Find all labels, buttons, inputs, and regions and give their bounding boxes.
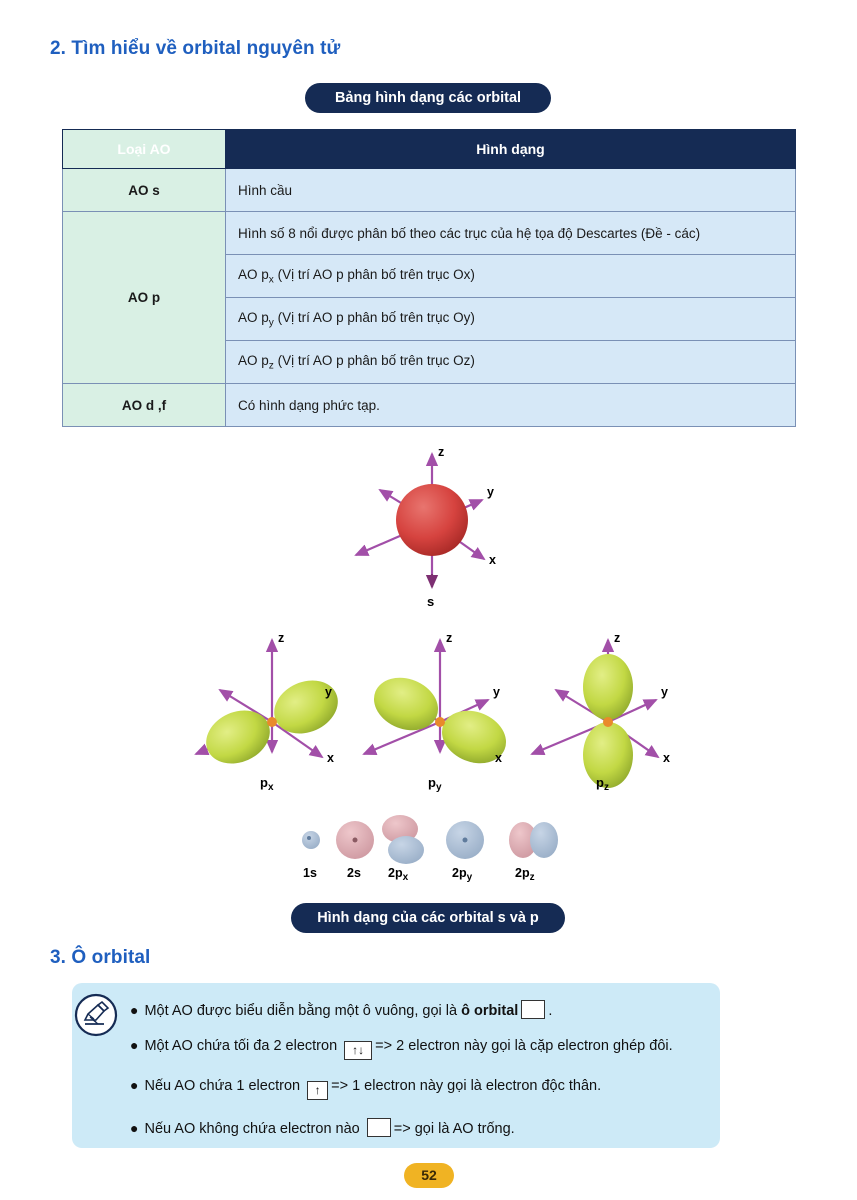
- orbital-box-single-electron: ↑: [307, 1081, 328, 1100]
- table-cell-type-ao-s: AO s: [63, 169, 226, 212]
- s-orbital-label: s: [427, 594, 435, 609]
- px-axis-label-y: y: [325, 685, 332, 699]
- note-line-3: [130, 1077, 601, 1100]
- figure-caption: Hình dạng của các orbital s và p: [291, 903, 565, 933]
- note-line-1: [130, 1000, 552, 1019]
- bullet-icon: ●: [130, 1077, 139, 1093]
- bullet-icon: ●: [130, 1037, 139, 1053]
- pz-orbital-diagram: [532, 631, 670, 793]
- mini-label-2py: $2p_y$: [452, 866, 473, 883]
- px-orbital-diagram: [196, 631, 346, 793]
- note-4-before: Nếu AO không chứa electron nào: [144, 1121, 364, 1137]
- py-orbital-diagram: [364, 631, 514, 793]
- table-cell-type-ao-p: AO p: [63, 212, 226, 384]
- note-line-4: [130, 1118, 515, 1137]
- table-cell-desc-ao-px: AO $p_x$ (Vị trí AO p phân bố trên trục Ox): [226, 255, 796, 298]
- table-cell-desc-ao-s: Hình cầu: [226, 169, 796, 212]
- page-title-section-2: 2. Tìm hiểu về orbital nguyên tử: [50, 38, 341, 59]
- note-4-after: => gọi là AO trống.: [393, 1121, 515, 1137]
- orbital-shape-table: [62, 129, 796, 427]
- note-2-before: Một AO chứa tối đa 2 electron: [144, 1038, 342, 1054]
- table-header-row: [63, 130, 796, 169]
- s-axis-label-x: x: [489, 553, 496, 567]
- mini-label-2pz: $2p_z$: [515, 866, 535, 883]
- pz-orbital-label: $p_z$: [596, 775, 609, 793]
- orbital-box-empty-1: [521, 1000, 545, 1019]
- orbital-box-paired-electrons: ↑↓: [344, 1041, 372, 1060]
- pz-axis-label-z: z: [614, 631, 621, 645]
- py-axis-label-x: x: [495, 751, 502, 765]
- s-axis-label-y: y: [487, 485, 494, 499]
- mini-label-1s: 1s: [303, 866, 317, 880]
- table-cell-desc-ao-pz: AO $p_z$ (Vị trí AO p phân bố trên trục Oz): [226, 341, 796, 384]
- px-axis-label-x: x: [327, 751, 334, 765]
- page-number: 52: [404, 1163, 454, 1188]
- table-header-shape: Hình dạng: [226, 130, 796, 169]
- orbital-figure: [0, 432, 857, 902]
- py-axis-label-z: z: [446, 631, 453, 645]
- bullet-icon: ●: [130, 1002, 139, 1018]
- mini-label-2s: 2s: [347, 866, 361, 880]
- mini-orbital-row: [302, 815, 558, 883]
- s-axis-label-z: z: [438, 445, 445, 459]
- table-cell-type-ao-df: AO d ,f: [63, 384, 226, 427]
- py-orbital-label: $p_y$: [428, 775, 442, 793]
- table-header-type: Loại AO: [63, 130, 226, 169]
- orbital-box-empty-2: [367, 1118, 391, 1137]
- px-orbital-label: $p_x$: [260, 775, 274, 793]
- table-cell-desc-ao-p-general: Hình số 8 nổi được phân bố theo các trục của hệ tọa độ Descartes (Đề - các): [226, 212, 796, 255]
- table-cell-desc-ao-py: AO $p_y$ (Vị trí AO p phân bố trên trục Oy): [226, 298, 796, 341]
- hand-writing-icon: [74, 993, 118, 1037]
- table-caption: Bảng hình dạng các orbital: [305, 83, 551, 113]
- table-row: [63, 384, 796, 427]
- table-row: [63, 212, 796, 255]
- note-1-after: .: [548, 1003, 553, 1019]
- note-1-bold: ô orbital: [461, 1003, 519, 1019]
- py-axis-label-y: y: [493, 685, 500, 699]
- mini-label-2px: $2p_x$: [388, 866, 409, 883]
- page-title-section-3: 3. Ô orbital: [50, 947, 151, 968]
- table-cell-desc-ao-df: Có hình dạng phức tạp.: [226, 384, 796, 427]
- pz-axis-label-y: y: [661, 685, 668, 699]
- note-2-after: => 2 electron này gọi là cặp electron ghép đôi.: [375, 1038, 673, 1054]
- note-1-before: Một AO được biểu diễn bằng một ô vuông, gọi là: [144, 1003, 462, 1019]
- px-axis-label-z: z: [278, 631, 285, 645]
- note-3-before: Nếu AO chứa 1 electron: [144, 1078, 305, 1094]
- pz-axis-label-x: x: [663, 751, 670, 765]
- bullet-icon: ●: [130, 1120, 139, 1136]
- note-3-after: => 1 electron này gọi là electron độc thân.: [331, 1078, 602, 1094]
- note-line-2: [130, 1037, 673, 1060]
- table-row: [63, 169, 796, 212]
- s-orbital-diagram: [356, 445, 496, 609]
